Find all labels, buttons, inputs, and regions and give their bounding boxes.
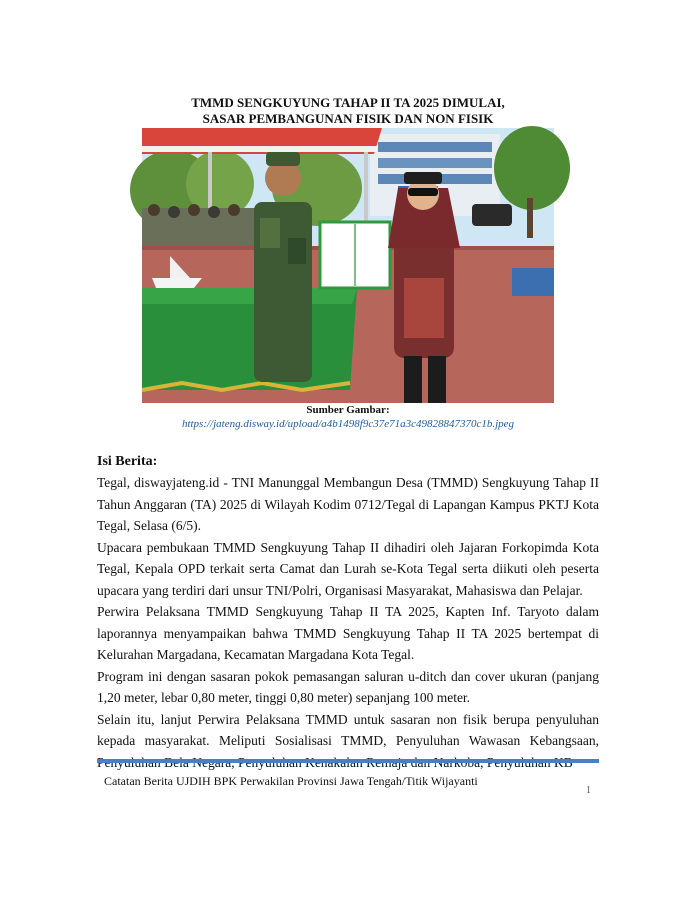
page-number: 1 <box>586 785 591 796</box>
article-paragraph: Tegal, diswayjateng.id - TNI Manunggal Membangun Desa (TMMD) Sengkuyung Tahap II Tahun Anggaran (TA) 2025 di Wilayah Kodim 0712/Tegal di Lapangan Kampus PKTJ Kota Tegal, Selasa (6/5). <box>97 475 599 533</box>
news-photo <box>142 128 554 403</box>
article-paragraph: Perwira Pelaksana TMMD Sengkuyung Tahap II TA 2025, Kapten Inf. Taryoto dalam laporannya menyampaikan bahwa TMMD Sengkuyung Tahap II TA 2025 bertempat di Kelurahan Margadana, Kecamatan Margadana Kota Tegal. <box>97 604 599 662</box>
footer-note: Catatan Berita UJDIH BPK Perwakilan Provinsi Jawa Tengah/Titik Wijayanti <box>104 774 478 788</box>
article-paragraph: Selain itu, lanjut Perwira Pelaksana TMMD untuk sasaran non fisik berupa penyuluhan kepada masyarakat. Meliputi Sosialisasi TMMD, Penyuluhan Wawasan Kebangsaan, <box>97 711 599 748</box>
article-paragraph: Program ini dengan sasaran pokok pemasangan saluran u-ditch dan cover ukuran (panjang 1,20 meter, lebar 0,80 meter, tinggi 0,80 meter) sepanjang 100 meter. <box>97 668 599 705</box>
article-body <box>97 472 599 755</box>
image-source-label: Sumber Gambar: <box>306 404 390 416</box>
article-paragraph: Upacara pembukaan TMMD Sengkuyung Tahap II dihadiri oleh Jajaran Forkopimda Kota Tegal, Kepala OPD terkait serta Camat dan Lurah se-Kota Tegal serta diikuti oleh peserta upacara yang terdiri dari unsur TNI/Polri, Organisasi Masyarakat, Mahasiswa dan Pelajar. <box>97 539 599 598</box>
news-title-line-2: SASAR PEMBANGUNAN FISIK DAN NON FISIK <box>202 111 494 126</box>
footer-divider <box>97 759 599 763</box>
news-title <box>60 95 636 127</box>
news-title-line-1: TMMD SENGKUYUNG TAHAP II TA 2025 DIMULAI, <box>191 95 505 110</box>
section-heading: Isi Berita: <box>97 454 158 469</box>
image-source-url[interactable]: https://jateng.disway.id/upload/a4b1498f9c37e71a3c49828847370c1b.jpeg <box>181 418 515 430</box>
